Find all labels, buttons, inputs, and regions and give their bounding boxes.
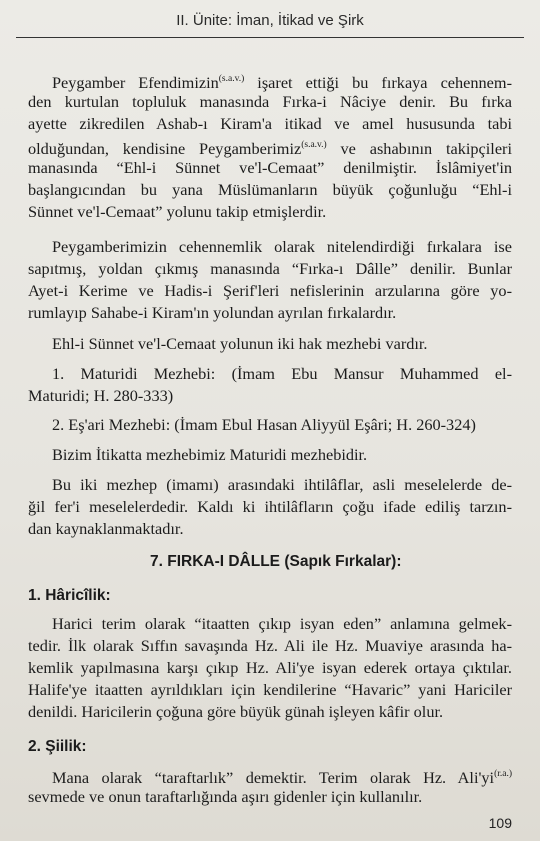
text-line: Harici terim olarak “itaatten çıkıp isyan eden” anlamına gelmek-	[52, 614, 512, 633]
header-rule	[16, 37, 524, 38]
text-line: Maturidi; H. 280-333)	[28, 386, 174, 405]
text-line: Halife'ye itaatten ayrıldıkları için kendilerine “Havaric” yani Hariciler	[28, 680, 512, 699]
subsection-title: 2. Şiilik:	[28, 738, 87, 755]
running-header: II. Ünite: İman, İtikad ve Şirk	[176, 12, 364, 29]
text-line: Peygamberimizin cehennemlik olarak nitelendirdiği fırkalara ise	[52, 237, 512, 256]
section-title: 7. FIRKA-I DÂLLE (Sapık Fırkalar):	[150, 553, 402, 570]
text-line: den kurtulan topluluk manasında Fırka-i Nâciye denir. Bu fırka	[28, 92, 512, 111]
subsection-title: 1. Hâricîlik:	[28, 587, 111, 604]
text-line: Ayet-i Kerime ve Hadis-i Şerif'leri nefislerinin arzularına göre yo-	[28, 281, 512, 300]
text-line: ğil fer'i meselelerdedir. Kaldı ki ihtilâfların çoğu ifade ediliş tarzın-	[28, 497, 512, 516]
text-line: 1. Maturidi Mezhebi: (İmam Ebu Mansur Muhammed el-	[52, 364, 512, 383]
text-line: dan kaynaklanmaktadır.	[28, 519, 184, 538]
text-line: ayette zikredilen Ashab-ı Kiram'a itikad ve amel hususunda tabi	[28, 114, 512, 133]
page-number: 109	[488, 815, 512, 831]
text-line: olduğundan, kendisine Peygamberimiz$^{(s.a.v.)}$ ve ashabının takipçileri	[28, 139, 512, 158]
text-line: sapıtmış, yoldan çıkmış manasında “Fırka-ı Dâlle” denilir. Bunlar	[28, 259, 512, 278]
text-line: rumlayıp Sahabe-i Kiram'ın yolundan ayrılan fırkalardır.	[28, 303, 397, 322]
text-line: Peygamber Efendimizin$^{(s.a.v.)}$ işaret ettiği bu fırkaya cehennem-	[52, 73, 512, 92]
text-line: Bu iki mezhep (imamı) arasındaki ihtilâflar, asli meselelerde de-	[52, 475, 512, 494]
text-line: manasında “Ehl-i Sünnet ve'l-Cemaat” denilmiştir. İslâmiyet'in	[28, 158, 512, 177]
text-line: sevmede ve onun taraftarlığında aşırı gidenler için kullanılır.	[28, 787, 423, 806]
text-line: tedir. İlk olarak Sıffın savaşında Hz. Ali ile Hz. Muaviye arasında ha-	[28, 636, 512, 655]
text-line: kemlik yapılmasına karşı çıkıp Hz. Ali'ye isyan ederek ortaya çıktılar.	[28, 658, 512, 677]
text-line: denildi. Haricilerin çoğuna göre büyük günah işleyen kâfir olur.	[28, 702, 444, 721]
text-line: 2. Eş'ari Mezhebi: (İmam Ebul Hasan Aliyyül Eşâri; H. 260-324)	[52, 415, 476, 434]
text-line: Mana olarak “taraftarlık” demektir. Terim olarak Hz. $Ali'yi^{(r.a.)}$	[52, 768, 512, 787]
text-line: başlangıcından bu yana Müslümanların büyük çoğunluğu “Ehl-i	[28, 180, 512, 199]
text-line: Bizim İtikatta mezhebimiz Maturidi mezhebidir.	[52, 445, 368, 464]
text-line: Ehl-i Sünnet ve'l-Cemaat yolunun iki hak mezhebi vardır.	[52, 334, 428, 353]
text-line: Sünnet ve'l-Cemaat” yolunu takip etmişlerdir.	[28, 202, 327, 221]
